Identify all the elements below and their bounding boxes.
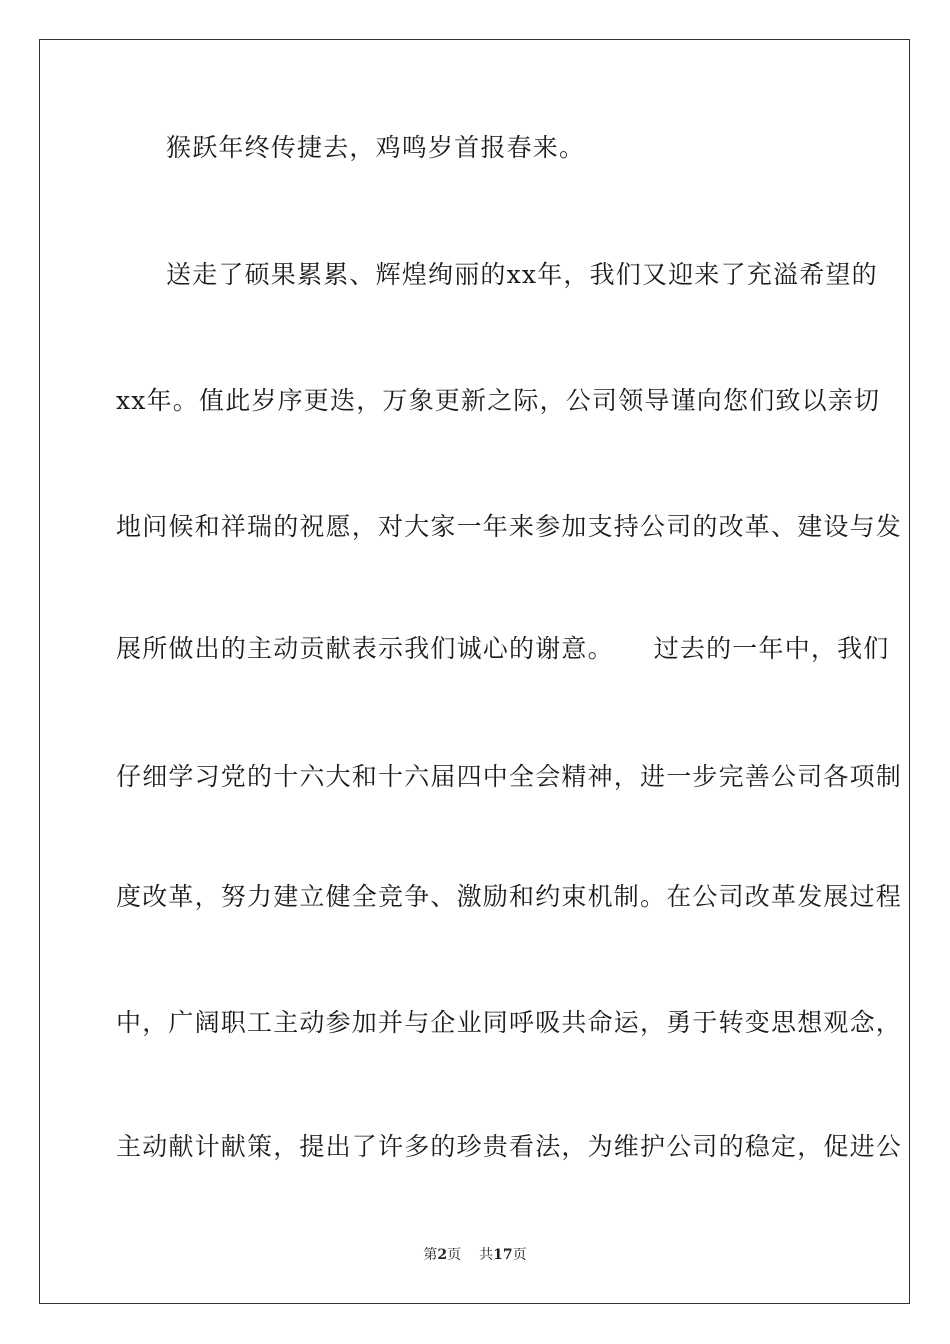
page-border — [39, 39, 910, 1304]
page-total: 17 — [493, 1247, 513, 1263]
page-prefix: 第 — [423, 1247, 438, 1263]
text-line-9: 主动献计献策，提出了许多的珍贵看法，为维护公司的稳定，促进公 — [116, 1132, 903, 1161]
page-footer — [0, 1246, 950, 1264]
text-line-2: 送走了硕果累累、辉煌绚丽的xx年，我们又迎来了充溢希望的 — [166, 260, 878, 289]
page-suffix: 页 — [447, 1247, 462, 1263]
total-prefix: 共 — [479, 1247, 494, 1263]
text-line-4: 地问候和祥瑞的祝愿，对大家一年来参加支持公司的改革、建设与发 — [116, 512, 903, 541]
text-line-5: 展所做出的主动贡献表示我们诚心的谢意。 过去的一年中，我们 — [116, 634, 890, 663]
page-current: 2 — [437, 1247, 448, 1263]
text-line-8: 中，广阔职工主动参加并与企业同呼吸共命运，勇于转变思想观念， — [116, 1008, 903, 1037]
text-line-6: 仔细学习党的十六大和十六届四中全会精神，进一步完善公司各项制 — [116, 762, 903, 791]
total-suffix: 页 — [512, 1247, 527, 1263]
text-line-7: 度改革，努力建立健全竞争、激励和约束机制。在公司改革发展过程 — [116, 882, 903, 911]
text-line-1: 猴跃年终传捷去，鸡鸣岁首报春来。 — [166, 133, 586, 162]
text-line-3: xx年。值此岁序更迭，万象更新之际，公司领导谨向您们致以亲切 — [116, 386, 881, 415]
